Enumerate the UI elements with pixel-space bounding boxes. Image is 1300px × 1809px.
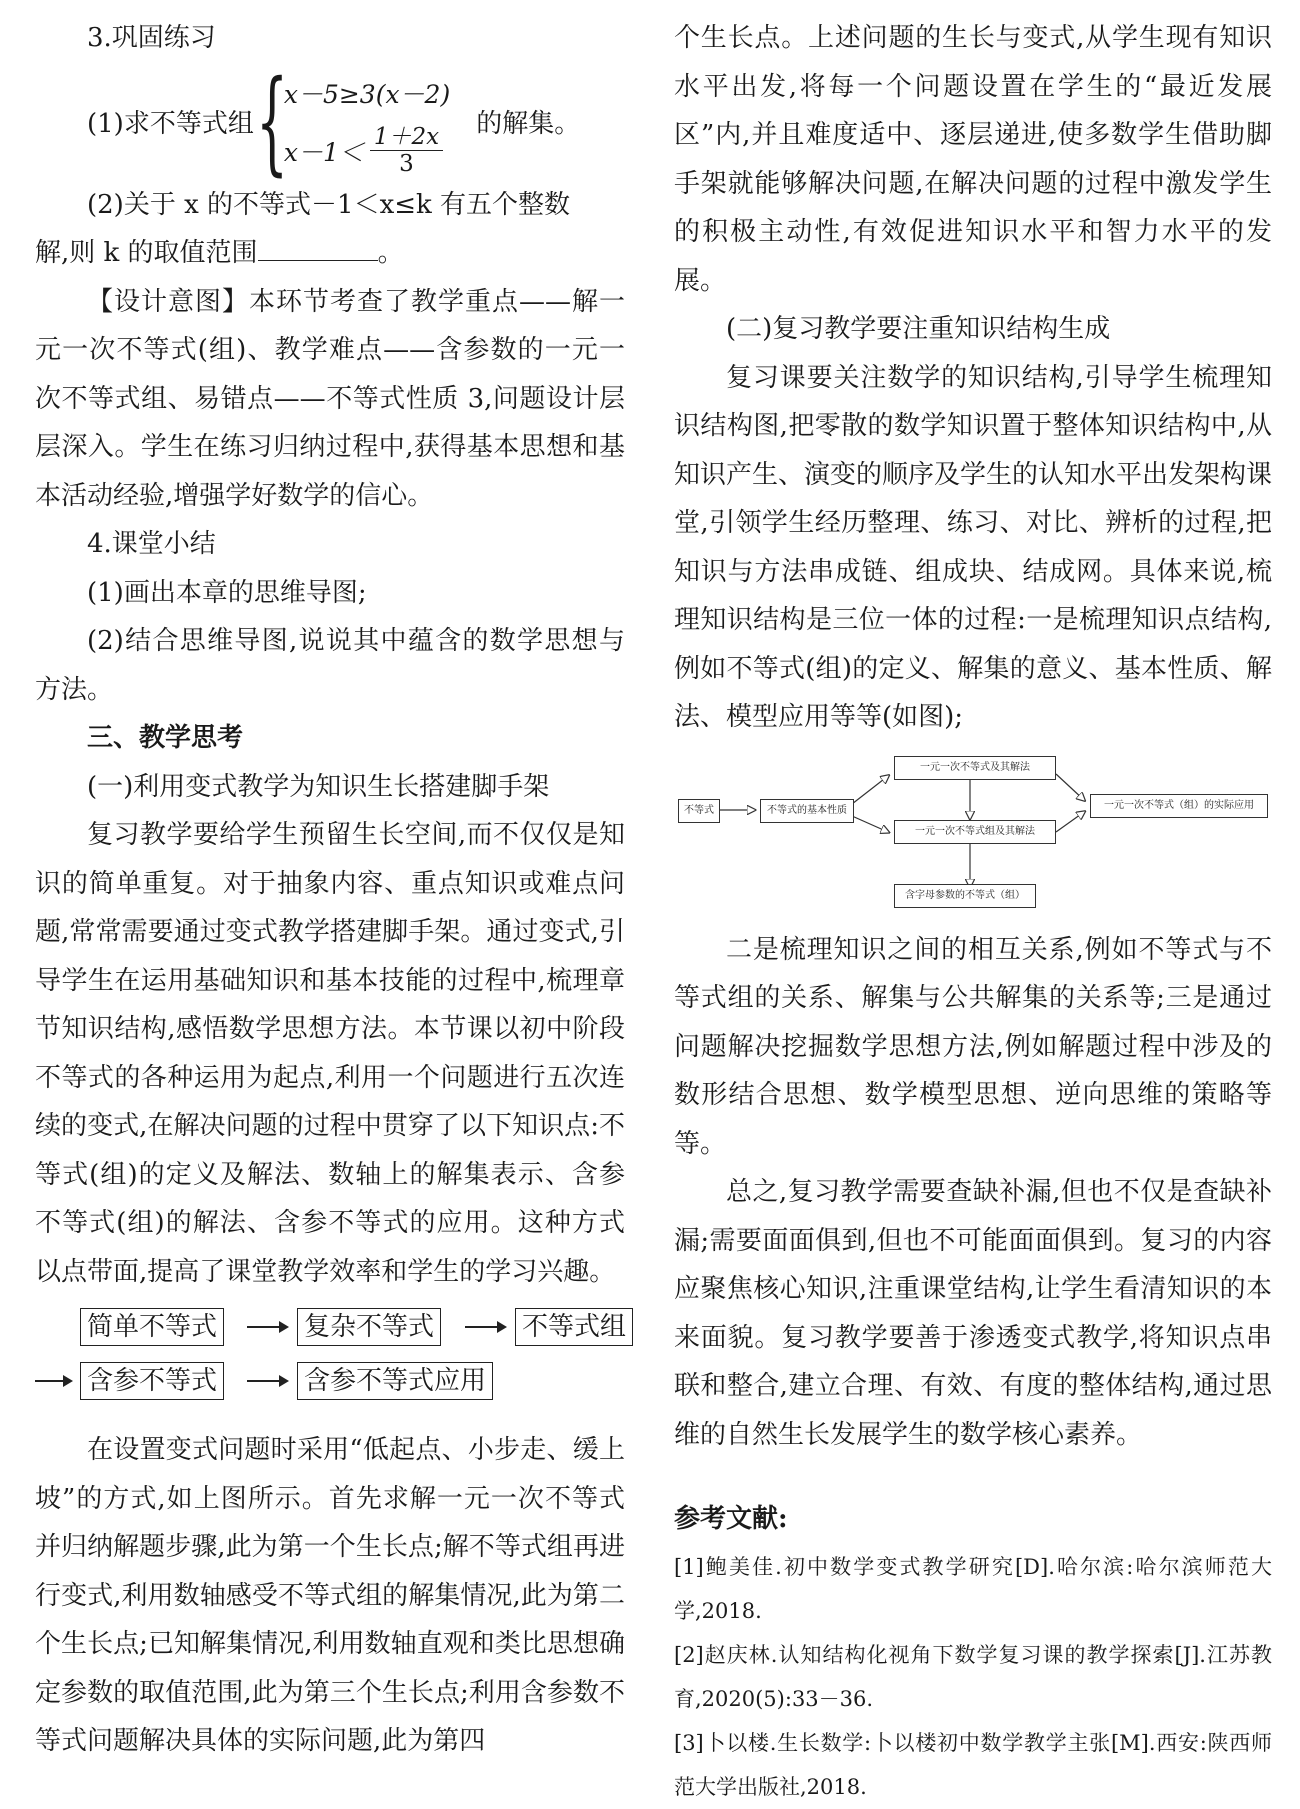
paragraph-relationships: 二是梳理知识之间的相互关系,例如不等式与不等式组的关系、解集与公共解集的关系等;三是通过问题解决挖掘数学思想方法,例如解题过程中涉及的数形结合思想、数学模型思想、逆向思维的策略等等。	[674, 934, 1272, 1159]
paragraph-growth-points: 在设置变式问题时采用“低起点、小步走、缓上坡”的方式,如上图所示。首先求解一元一次不等式并归纳解题步骤,此为第一个生长点;解不等式组再进行变式,利用数轴感受不等式组的解集情况,此为第二个生长点;已知解集情况,利用数轴直观和类比思想确定参数的取值范围,此为第三个生长点;利用含参数不等式问题解决具体的实际问题,此为第四	[35, 1435, 625, 1756]
section-title-summary: 4.课堂小结	[87, 529, 216, 559]
node-parametric: 含字母参数的不等式（组）	[894, 884, 1036, 908]
right-column	[674, 14, 1272, 1809]
summary-item-2: (2)结合思维导图,说说其中蕴含的数学思想与方法。	[35, 626, 625, 705]
paragraph-conclusion: 总之,复习教学需要查缺补漏,但也不仅是查缺补漏;需要面面俱到,但也不可能面面俱到。复习的内容应聚焦核心知识,注重课堂结构,让学生看清知识的本来面貌。复习教学要善于渗透变式教学,将知识点串联和整合,建立合理、有效、有度的整体结构,通过思维的自然生长发展学生的数学核心素养。	[674, 1177, 1272, 1450]
node-linear-system: 一元一次不等式组及其解法	[894, 820, 1056, 844]
variation-flow-diagram	[35, 1302, 625, 1418]
arrow-3	[852, 816, 888, 832]
inequality-1: x－5≥3(x－2)	[283, 79, 451, 109]
inequality-2-left: x－1＜	[283, 137, 364, 167]
paragraph-variation: 复习教学要给学生预留生长空间,而不仅仅是知识的简单重复。对于抽象内容、重点知识或难点问题,常常需要通过变式教学搭建脚手架。通过变式,引导学生在运用基础知识和基本技能的过程中,梳理章节知识结构,感悟数学思想方法。本节课以初中阶段不等式的各种运用为起点,利用一个问题进行五次连续的变式,在解决问题的过程中贯穿了以下知识点:不等式(组)的定义及解法、数轴上的解集表示、含参不等式(组)的解法、含参不等式的应用。这种方式以点带面,提高了课堂教学效率和学生的学习兴趣。	[35, 820, 625, 1287]
flow-box-parametric-inequality: 含参不等式	[80, 1362, 224, 1400]
question-1-prefix: (1)求不等式组	[87, 109, 254, 139]
paragraph-knowledge-structure: 复习课要关注数学的知识结构,引导学生梳理知识结构图,把零散的数学知识置于整体知识结构中,从知识产生、演变的顺序及学生的认知水平出发架构课堂,引领学生经历整理、练习、对比、辨析的过程,把知识与方法串成链、组成块、结成网。具体来说,梳理知识结构是三位一体的过程:一是梳理知识点结构,例如不等式(组)的定义、解集的意义、基本性质、解法、模型应用等等(如图);	[674, 362, 1273, 732]
question-2-line-2	[35, 229, 625, 278]
references-heading: 参考文献:	[674, 1504, 788, 1534]
paragraph-growth-continued: 个生长点。上述问题的生长与变式,从学生现有知识水平出发,将每一个问题设置在学生的“最近发展区”内,并且难度适中、逐层递进,使多数学生借助脚手架就能够解决问题,在解决问题的过程中激发学生的积极主动性,有效促进知识水平和智力水平的发展。	[674, 23, 1272, 296]
reference-2: [2]赵庆林.认知结构化视角下数学复习课的教学探索[J].江苏教育,2020(5):33－36.	[674, 1643, 1272, 1711]
node-basic-properties: 不等式的基本性质	[760, 799, 854, 823]
flow-arrow	[35, 1380, 71, 1382]
left-brace: {	[255, 56, 288, 187]
question-1-suffix: 的解集。	[476, 109, 581, 139]
flow-box-inequality-system: 不等式组	[515, 1308, 633, 1346]
section-title-consolidation: 3.巩固练习	[87, 23, 216, 53]
flow-arrow	[465, 1326, 505, 1328]
flow-box-simple-inequality: 简单不等式	[80, 1308, 224, 1346]
subheading-knowledge-structure: (二)复习教学要注重知识结构生成	[726, 314, 1111, 344]
node-practical-application: 一元一次不等式（组）的实际应用	[1090, 794, 1268, 818]
fraction-denominator: 3	[399, 151, 414, 177]
flow-arrow	[247, 1380, 287, 1382]
heading-teaching-reflection: 三、教学思考	[87, 723, 244, 753]
reference-3: [3]卜以楼.生长数学:卜以楼初中数学教学主张[M].西安:陕西师范大学出版社,2018.	[674, 1731, 1272, 1799]
question-2-end: 。	[377, 238, 404, 268]
reference-1: [1]鲍美佳.初中数学变式教学研究[D].哈尔滨:哈尔滨师范大学,2018.	[674, 1555, 1272, 1623]
arrow-5	[1056, 774, 1084, 800]
fraction-numerator: 1＋2x	[370, 124, 443, 151]
design-intent-paragraph: 【设计意图】本环节考查了教学重点——解一元一次不等式(组)、教学难点——含参数的一元一次不等式组、易错点——不等式性质 3,问题设计层层深入。学生在练习归纳过程中,获得基本思想和基本活动经验,增强学好数学的信心。	[35, 286, 625, 511]
node-linear-inequality: 一元一次不等式及其解法	[894, 756, 1056, 780]
arrow-2	[852, 776, 888, 804]
flow-box-parametric-application: 含参不等式应用	[297, 1362, 493, 1400]
inequality-system-question	[35, 56, 625, 187]
flow-arrow	[247, 1326, 287, 1328]
answer-blank[interactable]	[258, 238, 378, 261]
node-inequality: 不等式	[678, 799, 720, 823]
fraction	[370, 124, 443, 178]
left-column	[35, 14, 625, 1766]
subheading-variation-teaching: (一)利用变式教学为知识生长搭建脚手架	[87, 771, 550, 802]
knowledge-structure-diagram	[674, 746, 1272, 906]
summary-item-1: (1)画出本章的思维导图;	[87, 577, 367, 608]
arrow-6	[1056, 812, 1084, 832]
inequality-system	[284, 68, 450, 176]
question-2-text: 解,则 k 的取值范围	[35, 238, 258, 268]
flow-box-complex-inequality: 复杂不等式	[297, 1308, 441, 1346]
question-2-line-1: (2)关于 x 的不等式－1＜x≤k 有五个整数	[87, 189, 571, 220]
